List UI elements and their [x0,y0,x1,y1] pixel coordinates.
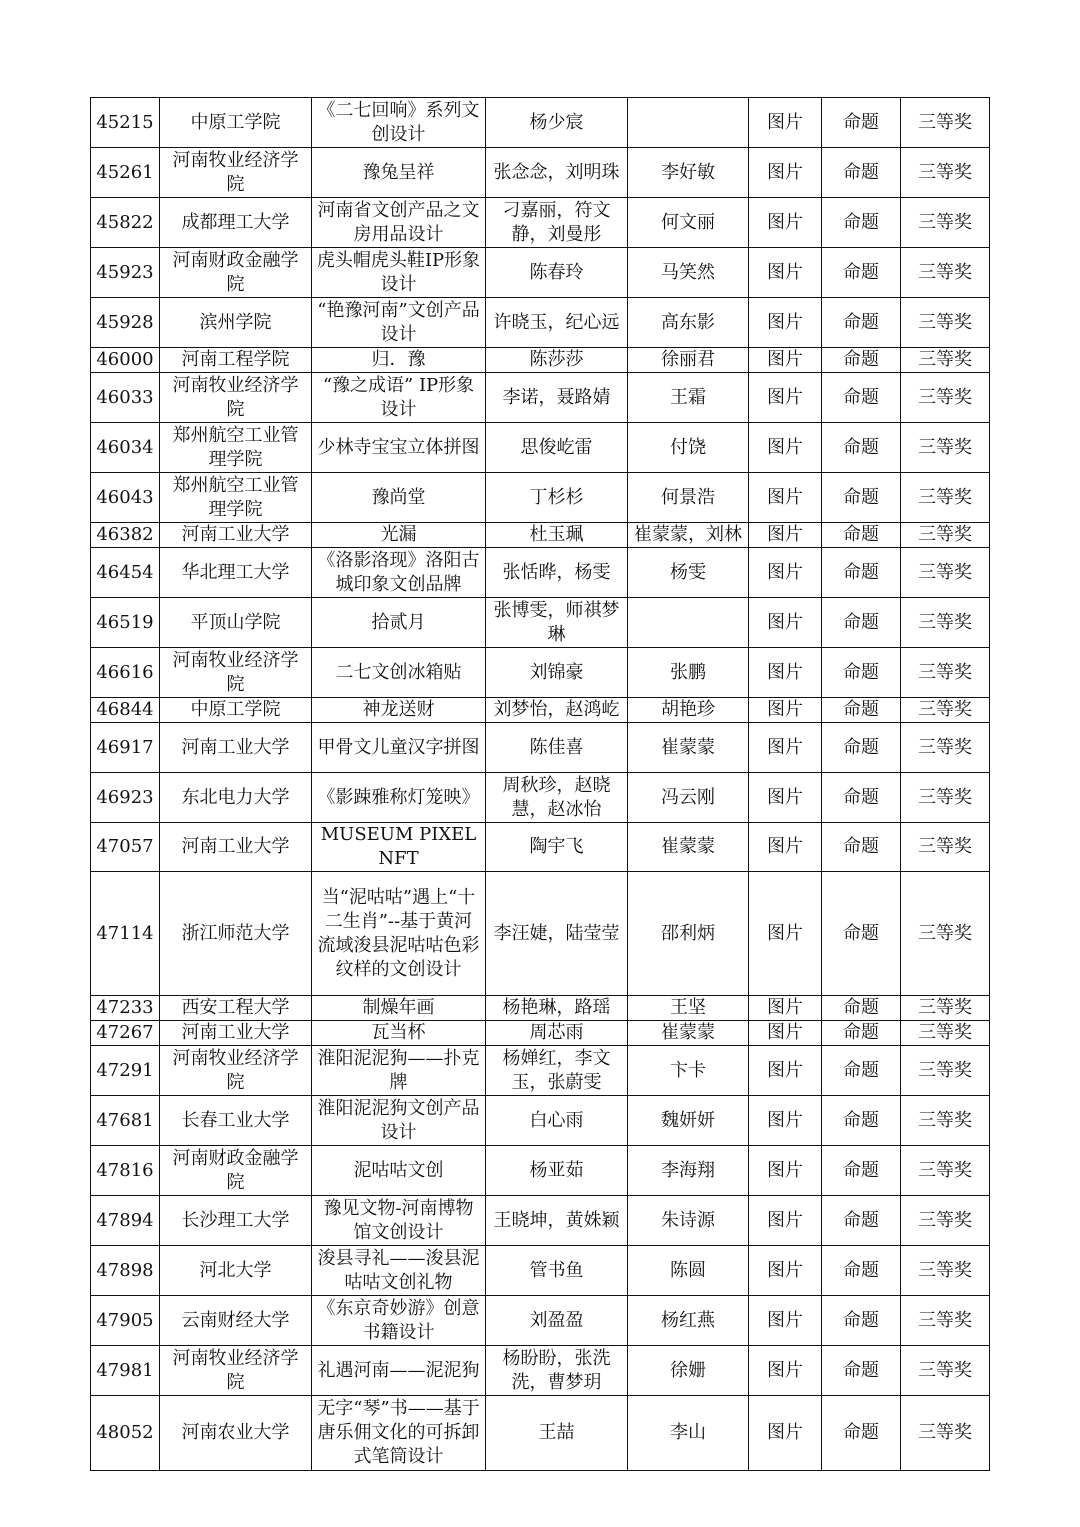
school-cell: 河南牧业经济学院 [160,1346,312,1396]
work-title-cell: 泥咕咕文创 [312,1146,486,1196]
entry-id-cell: 46034 [91,423,160,473]
entry-id-cell: 47981 [91,1346,160,1396]
school-cell: 成都理工大学 [160,198,312,248]
authors-cell: 刘盈盈 [486,1296,628,1346]
advisor-cell: 徐姗 [628,1346,749,1396]
school-cell: 河南工程学院 [160,348,312,373]
advisor-cell: 冯云刚 [628,773,749,823]
category-cell: 图片 [749,1021,822,1046]
work-title-cell: 河南省文创产品之文房用品设计 [312,198,486,248]
category-cell: 图片 [749,1196,822,1246]
table-row [91,1046,990,1096]
type-cell: 命题 [822,348,901,373]
authors-cell: 杨艳琳，路瑶 [486,996,628,1021]
award-cell: 三等奖 [901,98,990,148]
entry-id-cell: 45923 [91,248,160,298]
school-cell: 河南牧业经济学院 [160,373,312,423]
table-row [91,1146,990,1196]
type-cell: 命题 [822,1296,901,1346]
table-row [91,1021,990,1046]
entry-id-cell: 46454 [91,548,160,598]
type-cell: 命题 [822,996,901,1021]
work-title-cell: 归．豫 [312,348,486,373]
table-row [91,823,990,872]
category-cell: 图片 [749,148,822,198]
entry-id-cell: 46000 [91,348,160,373]
school-cell: 河南工业大学 [160,523,312,548]
category-cell: 图片 [749,773,822,823]
advisor-cell: 魏妍妍 [628,1096,749,1146]
table-row [91,1246,990,1296]
table-row [91,198,990,248]
type-cell: 命题 [822,598,901,648]
award-cell: 三等奖 [901,473,990,523]
table-row [91,1396,990,1471]
authors-cell: 杨少宸 [486,98,628,148]
authors-cell: 周芯雨 [486,1021,628,1046]
entry-id-cell: 47057 [91,823,160,872]
table-row [91,598,990,648]
type-cell: 命题 [822,298,901,348]
table-row [91,996,990,1021]
award-cell: 三等奖 [901,1346,990,1396]
school-cell: 河南农业大学 [160,1396,312,1471]
award-cell: 三等奖 [901,1296,990,1346]
award-cell: 三等奖 [901,698,990,723]
table-row [91,1296,990,1346]
award-cell: 三等奖 [901,1021,990,1046]
authors-cell: 刘梦怡，赵鸿屹 [486,698,628,723]
category-cell: 图片 [749,348,822,373]
category-cell: 图片 [749,872,822,996]
type-cell: 命题 [822,698,901,723]
advisor-cell [628,98,749,148]
award-cell: 三等奖 [901,723,990,773]
type-cell: 命题 [822,1396,901,1471]
category-cell: 图片 [749,198,822,248]
type-cell: 命题 [822,248,901,298]
entry-id-cell: 45928 [91,298,160,348]
school-cell: 平顶山学院 [160,598,312,648]
entry-id-cell: 47267 [91,1021,160,1046]
advisor-cell: 王霜 [628,373,749,423]
work-title-cell: 当“泥咕咕”遇上“十二生肖”--基于黄河流域浚县泥咕咕色彩纹样的文创设计 [312,872,486,996]
award-cell: 三等奖 [901,148,990,198]
school-cell: 东北电力大学 [160,773,312,823]
school-cell: 郑州航空工业管理学院 [160,423,312,473]
authors-cell: 张博雯，师祺梦琳 [486,598,628,648]
authors-cell: 王晓坤，黄姝颖 [486,1196,628,1246]
advisor-cell: 何景浩 [628,473,749,523]
table-row [91,348,990,373]
work-title-cell: 拾贰月 [312,598,486,648]
award-cell: 三等奖 [901,648,990,698]
award-cell: 三等奖 [901,1046,990,1096]
award-cell: 三等奖 [901,1196,990,1246]
type-cell: 命题 [822,1146,901,1196]
school-cell: 河北大学 [160,1246,312,1296]
entry-id-cell: 45261 [91,148,160,198]
category-cell: 图片 [749,1146,822,1196]
authors-cell: 思俊屹雷 [486,423,628,473]
work-title-cell: “艳豫河南”文创产品设计 [312,298,486,348]
award-cell: 三等奖 [901,523,990,548]
type-cell: 命题 [822,1096,901,1146]
school-cell: 河南牧业经济学院 [160,1046,312,1096]
award-cell: 三等奖 [901,872,990,996]
advisor-cell: 邵利炳 [628,872,749,996]
type-cell: 命题 [822,648,901,698]
work-title-cell: 《二七回响》系列文创设计 [312,98,486,148]
authors-cell: 杨盼盼，张洗洗，曹梦玥 [486,1346,628,1396]
entry-id-cell: 47291 [91,1046,160,1096]
category-cell: 图片 [749,996,822,1021]
advisor-cell: 李山 [628,1396,749,1471]
authors-cell: 杨婵红，李文玉，张蔚雯 [486,1046,628,1096]
category-cell: 图片 [749,698,822,723]
entry-id-cell: 45822 [91,198,160,248]
type-cell: 命题 [822,723,901,773]
advisor-cell [628,598,749,648]
advisor-cell: 崔蒙蒙 [628,1021,749,1046]
entry-id-cell: 47898 [91,1246,160,1296]
authors-cell: 杜玉珮 [486,523,628,548]
work-title-cell: 浚县寻礼——浚县泥咕咕文创礼物 [312,1246,486,1296]
award-cell: 三等奖 [901,598,990,648]
entry-id-cell: 46043 [91,473,160,523]
entry-id-cell: 46844 [91,698,160,723]
category-cell: 图片 [749,373,822,423]
authors-cell: 陈春玲 [486,248,628,298]
table-row [91,773,990,823]
table-row [91,1346,990,1396]
category-cell: 图片 [749,473,822,523]
category-cell: 图片 [749,598,822,648]
advisor-cell: 陈圆 [628,1246,749,1296]
work-title-cell: 豫见文物-河南博物馆文创设计 [312,1196,486,1246]
type-cell: 命题 [822,1046,901,1096]
type-cell: 命题 [822,473,901,523]
school-cell: 中原工学院 [160,698,312,723]
work-title-cell: 豫兔呈祥 [312,148,486,198]
category-cell: 图片 [749,1046,822,1096]
type-cell: 命题 [822,98,901,148]
authors-cell: 白心雨 [486,1096,628,1146]
type-cell: 命题 [822,373,901,423]
authors-cell: 陈莎莎 [486,348,628,373]
type-cell: 命题 [822,872,901,996]
school-cell: 华北理工大学 [160,548,312,598]
work-title-cell: 《洛影洛现》洛阳古城印象文创品牌 [312,548,486,598]
entry-id-cell: 47905 [91,1296,160,1346]
advisor-cell: 崔蒙蒙 [628,723,749,773]
table-row [91,723,990,773]
entry-id-cell: 46917 [91,723,160,773]
award-cell: 三等奖 [901,823,990,872]
award-cell: 三等奖 [901,1146,990,1196]
award-cell: 三等奖 [901,373,990,423]
entry-id-cell: 47816 [91,1146,160,1196]
advisor-cell: 高东影 [628,298,749,348]
type-cell: 命题 [822,1346,901,1396]
category-cell: 图片 [749,1296,822,1346]
category-cell: 图片 [749,548,822,598]
work-title-cell: “豫之成语” IP形象设计 [312,373,486,423]
award-cell: 三等奖 [901,1396,990,1471]
work-title-cell: 《影踈雅称灯笼映》 [312,773,486,823]
authors-cell: 刁嘉丽，符文静，刘曼彤 [486,198,628,248]
advisor-cell: 何文丽 [628,198,749,248]
category-cell: 图片 [749,1396,822,1471]
advisor-cell: 马笑然 [628,248,749,298]
authors-cell: 许晓玉，纪心远 [486,298,628,348]
school-cell: 浙江师范大学 [160,872,312,996]
category-cell: 图片 [749,523,822,548]
authors-cell: 陶宇飞 [486,823,628,872]
table-row [91,248,990,298]
category-cell: 图片 [749,423,822,473]
school-cell: 中原工学院 [160,98,312,148]
award-cell: 三等奖 [901,423,990,473]
advisor-cell: 李好敏 [628,148,749,198]
table-row [91,1196,990,1246]
entry-id-cell: 47894 [91,1196,160,1246]
work-title-cell: 淮阳泥泥狗文创产品设计 [312,1096,486,1146]
table-body [91,98,990,1471]
authors-cell: 张念念，刘明珠 [486,148,628,198]
work-title-cell: 少林寺宝宝立体拼图 [312,423,486,473]
award-cell: 三等奖 [901,298,990,348]
award-cell: 三等奖 [901,248,990,298]
authors-cell: 陈佳喜 [486,723,628,773]
category-cell: 图片 [749,823,822,872]
school-cell: 长沙理工大学 [160,1196,312,1246]
award-cell: 三等奖 [901,1096,990,1146]
category-cell: 图片 [749,723,822,773]
school-cell: 河南牧业经济学院 [160,148,312,198]
category-cell: 图片 [749,98,822,148]
authors-cell: 张恬晔，杨雯 [486,548,628,598]
school-cell: 滨州学院 [160,298,312,348]
table-row [91,298,990,348]
authors-cell: 管书鱼 [486,1246,628,1296]
table-row [91,148,990,198]
type-cell: 命题 [822,423,901,473]
entry-id-cell: 46382 [91,523,160,548]
advisor-cell: 胡艳珍 [628,698,749,723]
authors-cell: 刘锦豪 [486,648,628,698]
school-cell: 河南工业大学 [160,823,312,872]
work-title-cell: 瓦当杯 [312,1021,486,1046]
work-title-cell: 虎头帽虎头鞋IP形象设计 [312,248,486,298]
entry-id-cell: 47681 [91,1096,160,1146]
entry-id-cell: 48052 [91,1396,160,1471]
advisor-cell: 付饶 [628,423,749,473]
award-cell: 三等奖 [901,548,990,598]
table-row [91,373,990,423]
school-cell: 河南财政金融学院 [160,1146,312,1196]
type-cell: 命题 [822,773,901,823]
advisor-cell: 徐丽君 [628,348,749,373]
award-cell: 三等奖 [901,348,990,373]
work-title-cell: 礼遇河南——泥泥狗 [312,1346,486,1396]
entry-id-cell: 46519 [91,598,160,648]
type-cell: 命题 [822,1246,901,1296]
table-row [91,1096,990,1146]
entry-id-cell: 45215 [91,98,160,148]
advisor-cell: 朱诗源 [628,1196,749,1246]
award-cell: 三等奖 [901,198,990,248]
work-title-cell: MUSEUM PIXEL NFT [312,823,486,872]
type-cell: 命题 [822,548,901,598]
advisor-cell: 李海翔 [628,1146,749,1196]
category-cell: 图片 [749,298,822,348]
type-cell: 命题 [822,198,901,248]
type-cell: 命题 [822,148,901,198]
entry-id-cell: 46033 [91,373,160,423]
authors-cell: 王喆 [486,1396,628,1471]
work-title-cell: 《东京奇妙游》创意书籍设计 [312,1296,486,1346]
award-cell: 三等奖 [901,773,990,823]
table-row [91,872,990,996]
table-row [91,423,990,473]
school-cell: 河南工业大学 [160,723,312,773]
school-cell: 河南工业大学 [160,1021,312,1046]
type-cell: 命题 [822,823,901,872]
work-title-cell: 光漏 [312,523,486,548]
authors-cell: 周秋珍，赵晓慧，赵冰怡 [486,773,628,823]
authors-cell: 杨亚茹 [486,1146,628,1196]
category-cell: 图片 [749,1096,822,1146]
category-cell: 图片 [749,248,822,298]
work-title-cell: 二七文创冰箱贴 [312,648,486,698]
authors-cell: 李汪婕，陆莹莹 [486,872,628,996]
award-cell: 三等奖 [901,996,990,1021]
category-cell: 图片 [749,648,822,698]
table-row [91,698,990,723]
school-cell: 长春工业大学 [160,1096,312,1146]
table-row [91,523,990,548]
table-row [91,648,990,698]
entry-id-cell: 47233 [91,996,160,1021]
type-cell: 命题 [822,1021,901,1046]
advisor-cell: 崔蒙蒙 [628,823,749,872]
work-title-cell: 神龙送财 [312,698,486,723]
awards-table [90,97,990,1471]
school-cell: 河南财政金融学院 [160,248,312,298]
advisor-cell: 卞卡 [628,1046,749,1096]
table-row [91,548,990,598]
work-title-cell: 豫尚堂 [312,473,486,523]
authors-cell: 李诺，聂路婧 [486,373,628,423]
type-cell: 命题 [822,1196,901,1246]
school-cell: 云南财经大学 [160,1296,312,1346]
advisor-cell: 崔蒙蒙，刘林 [628,523,749,548]
school-cell: 西安工程大学 [160,996,312,1021]
category-cell: 图片 [749,1246,822,1296]
work-title-cell: 制燥年画 [312,996,486,1021]
table-row [91,473,990,523]
entry-id-cell: 46616 [91,648,160,698]
advisor-cell: 杨雯 [628,548,749,598]
school-cell: 河南牧业经济学院 [160,648,312,698]
entry-id-cell: 46923 [91,773,160,823]
table-row [91,98,990,148]
authors-cell: 丁杉杉 [486,473,628,523]
advisor-cell: 杨红燕 [628,1296,749,1346]
advisor-cell: 张鹏 [628,648,749,698]
category-cell: 图片 [749,1346,822,1396]
work-title-cell: 无字“琴”书——基于唐乐佣文化的可拆卸式笔筒设计 [312,1396,486,1471]
work-title-cell: 甲骨文儿童汉字拼图 [312,723,486,773]
work-title-cell: 淮阳泥泥狗——扑克牌 [312,1046,486,1096]
entry-id-cell: 47114 [91,872,160,996]
award-cell: 三等奖 [901,1246,990,1296]
school-cell: 郑州航空工业管理学院 [160,473,312,523]
type-cell: 命题 [822,523,901,548]
advisor-cell: 王坚 [628,996,749,1021]
